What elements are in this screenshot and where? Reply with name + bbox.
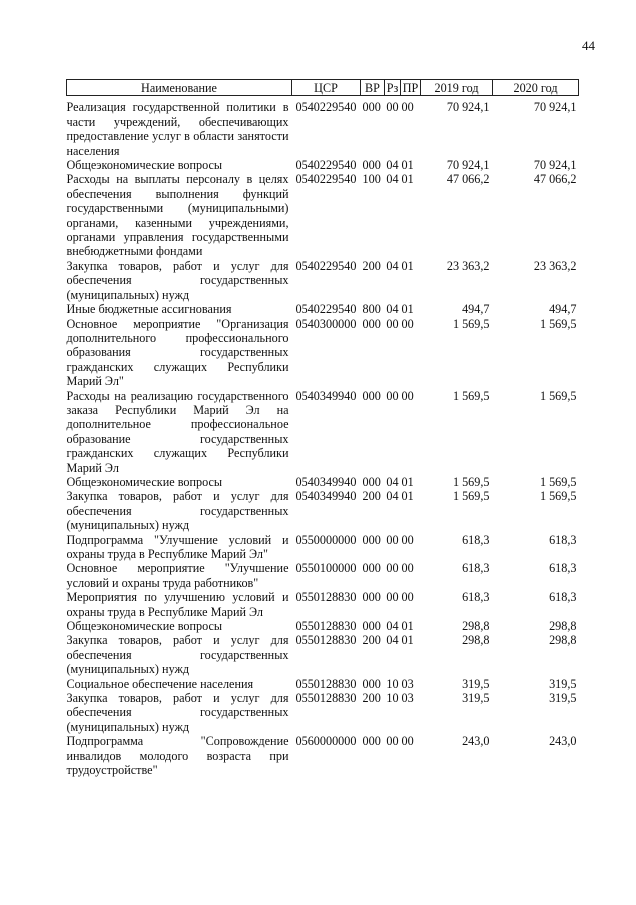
- table-row: [67, 489, 579, 532]
- row-vr: 200: [362, 489, 381, 504]
- row-2019: 298,8: [462, 633, 490, 648]
- row-name: Общеэкономические вопросы: [66, 474, 223, 489]
- table-row: [67, 158, 579, 172]
- row-vr: 000: [362, 158, 381, 173]
- row-pr: 00: [401, 100, 414, 115]
- row-name: Основное мероприятие "Организация дополнительного профессионального образования государственных гражданских служащих Республики Марий Эл": [66, 316, 289, 389]
- row-2020: 47 066,2: [533, 172, 577, 187]
- row-2019: 47 066,2: [446, 172, 490, 187]
- row-pr: 01: [401, 302, 414, 317]
- row-csr: 0550128830: [295, 691, 357, 706]
- table-row: [67, 96, 579, 158]
- row-vr: 200: [362, 633, 381, 648]
- row-pr: 00: [401, 316, 414, 331]
- row-vr: 000: [362, 561, 381, 576]
- row-2020: 1 569,5: [539, 316, 577, 331]
- row-2019: 319,5: [462, 676, 490, 691]
- header-name: Наименование: [67, 80, 292, 96]
- table-row: [67, 389, 579, 475]
- row-2020: 243,0: [549, 734, 577, 749]
- table-row: [67, 691, 579, 734]
- row-name: Иные бюджетные ассигнования: [66, 302, 232, 317]
- row-csr: 0540349940: [295, 388, 357, 403]
- row-pr: 00: [401, 532, 414, 547]
- row-rz: 00: [386, 388, 399, 403]
- budget-table: [66, 79, 579, 778]
- row-name: Социальное обеспечение населения: [66, 676, 254, 691]
- row-name: Подпрограмма "Сопровождение инвалидов молодого возраста при трудоустройстве": [66, 734, 289, 778]
- row-2020: 70 924,1: [533, 100, 577, 115]
- row-2019: 494,7: [462, 302, 490, 317]
- row-pr: 01: [401, 633, 414, 648]
- row-2020: 319,5: [549, 676, 577, 691]
- row-rz: 04: [386, 302, 399, 317]
- header-rz: Рз: [385, 80, 401, 96]
- row-rz: 04: [386, 172, 399, 187]
- row-2019: 1 569,5: [452, 474, 490, 489]
- row-pr: 01: [401, 619, 414, 634]
- row-2019: 618,3: [462, 561, 490, 576]
- row-csr: 0560000000: [295, 734, 357, 749]
- row-csr: 0540229540: [295, 302, 357, 317]
- row-rz: 04: [386, 158, 399, 173]
- row-2020: 618,3: [549, 532, 577, 547]
- row-csr: 0550128830: [295, 619, 357, 634]
- row-rz: 00: [386, 316, 399, 331]
- row-rz: 04: [386, 489, 399, 504]
- row-name: Закупка товаров, работ и услуг для обеспечения государственных (муниципальных) нужд: [66, 258, 289, 302]
- row-2020: 1 569,5: [539, 388, 577, 403]
- row-vr: 000: [362, 474, 381, 489]
- row-vr: 200: [362, 258, 381, 273]
- row-vr: 000: [362, 676, 381, 691]
- row-csr: 0540229540: [295, 258, 357, 273]
- row-pr: 00: [401, 388, 414, 403]
- row-rz: 04: [386, 258, 399, 273]
- row-2019: 618,3: [462, 532, 490, 547]
- row-pr: 03: [401, 676, 414, 691]
- row-vr: 200: [362, 691, 381, 706]
- row-pr: 03: [401, 691, 414, 706]
- row-pr: 01: [401, 258, 414, 273]
- row-rz: 00: [386, 590, 399, 605]
- row-name: Основное мероприятие "Улучшение условий и охраны труда работников": [66, 561, 289, 590]
- table-row: [67, 734, 579, 777]
- row-2020: 298,8: [549, 619, 577, 634]
- row-csr: 0550128830: [295, 590, 357, 605]
- row-2019: 319,5: [462, 691, 490, 706]
- row-rz: 00: [386, 100, 399, 115]
- row-2020: 494,7: [549, 302, 577, 317]
- row-2019: 298,8: [462, 619, 490, 634]
- row-csr: 0550128830: [295, 676, 357, 691]
- row-name: Закупка товаров, работ и услуг для обеспечения государственных (муниципальных) нужд: [66, 633, 289, 677]
- row-vr: 000: [362, 590, 381, 605]
- row-2019: 1 569,5: [452, 388, 490, 403]
- row-2019: 70 924,1: [446, 158, 490, 173]
- table-row: [67, 590, 579, 619]
- row-vr: 000: [362, 532, 381, 547]
- row-rz: 00: [386, 532, 399, 547]
- row-name: Расходы на реализацию государственного заказа Республики Марий Эл на дополнительное профессиональное образование государственных гражданских служащих Республики Марий Эл: [66, 388, 289, 475]
- row-rz: 00: [386, 561, 399, 576]
- header-csr: ЦСР: [292, 80, 361, 96]
- row-2020: 1 569,5: [539, 489, 577, 504]
- row-vr: 000: [362, 619, 381, 634]
- row-vr: 000: [362, 388, 381, 403]
- row-csr: 0540349940: [295, 474, 357, 489]
- table-row: [67, 302, 579, 316]
- row-2019: 70 924,1: [446, 100, 490, 115]
- row-vr: 000: [362, 316, 381, 331]
- row-2020: 319,5: [549, 691, 577, 706]
- row-rz: 04: [386, 474, 399, 489]
- header-vr: ВР: [361, 80, 385, 96]
- row-pr: 01: [401, 474, 414, 489]
- row-2019: 1 569,5: [452, 316, 490, 331]
- row-name: Подпрограмма "Улучшение условий и охраны труда в Республике Марий Эл": [66, 532, 289, 561]
- row-2020: 70 924,1: [533, 158, 577, 173]
- table-row: [67, 172, 579, 258]
- row-2020: 618,3: [549, 590, 577, 605]
- row-name: Реализация государственной политики в части учреждений, обеспечивающих предоставление услуг в области занятости населения: [66, 100, 289, 158]
- table-row: [67, 677, 579, 691]
- page-number: 44: [582, 38, 595, 53]
- row-vr: 100: [362, 172, 381, 187]
- row-rz: 04: [386, 619, 399, 634]
- row-pr: 00: [401, 734, 414, 749]
- row-name: Расходы на выплаты персоналу в целях обеспечения выполнения функций государственными (муниципальными) органами, казенными учреждениями, органами управления государственными внебюджетными фондами: [66, 172, 289, 259]
- row-2019: 1 569,5: [452, 489, 490, 504]
- table-row: [67, 259, 579, 302]
- row-csr: 0540229540: [295, 100, 357, 115]
- table-row: [67, 633, 579, 676]
- row-rz: 10: [386, 691, 399, 706]
- table-row: [67, 561, 579, 590]
- row-csr: 0540229540: [295, 172, 357, 187]
- row-csr: 0540229540: [295, 158, 357, 173]
- row-csr: 0540300000: [295, 316, 357, 331]
- table-row: [67, 619, 579, 633]
- row-rz: 10: [386, 676, 399, 691]
- table-row: [67, 475, 579, 489]
- header-2019: 2019 год: [421, 80, 493, 96]
- row-2020: 1 569,5: [539, 474, 577, 489]
- row-2019: 618,3: [462, 590, 490, 605]
- row-csr: 0550128830: [295, 633, 357, 648]
- row-2020: 618,3: [549, 561, 577, 576]
- row-csr: 0540349940: [295, 489, 357, 504]
- row-2020: 298,8: [549, 633, 577, 648]
- row-name: Общеэкономические вопросы: [66, 619, 223, 634]
- row-csr: 0550000000: [295, 532, 357, 547]
- row-vr: 000: [362, 100, 381, 115]
- row-pr: 00: [401, 590, 414, 605]
- row-vr: 800: [362, 302, 381, 317]
- row-name: Мероприятия по улучшению условий и охраны труда в Республике Марий Эл: [66, 590, 289, 619]
- header-pr: ПР: [401, 80, 421, 96]
- row-vr: 000: [362, 734, 381, 749]
- row-pr: 01: [401, 172, 414, 187]
- header-2020: 2020 год: [493, 80, 579, 96]
- row-csr: 0550100000: [295, 561, 357, 576]
- table-row: [67, 533, 579, 562]
- row-pr: 01: [401, 158, 414, 173]
- row-name: Закупка товаров, работ и услуг для обеспечения государственных (муниципальных) нужд: [66, 489, 289, 533]
- table-header-row: [67, 80, 579, 96]
- row-rz: 04: [386, 633, 399, 648]
- row-pr: 00: [401, 561, 414, 576]
- row-2019: 243,0: [462, 734, 490, 749]
- row-name: Общеэкономические вопросы: [66, 158, 223, 173]
- row-2020: 23 363,2: [533, 258, 577, 273]
- row-pr: 01: [401, 489, 414, 504]
- row-2019: 23 363,2: [446, 258, 490, 273]
- table-body: [67, 96, 579, 778]
- table-row: [67, 317, 579, 389]
- row-rz: 00: [386, 734, 399, 749]
- row-name: Закупка товаров, работ и услуг для обеспечения государственных (муниципальных) нужд: [66, 691, 289, 734]
